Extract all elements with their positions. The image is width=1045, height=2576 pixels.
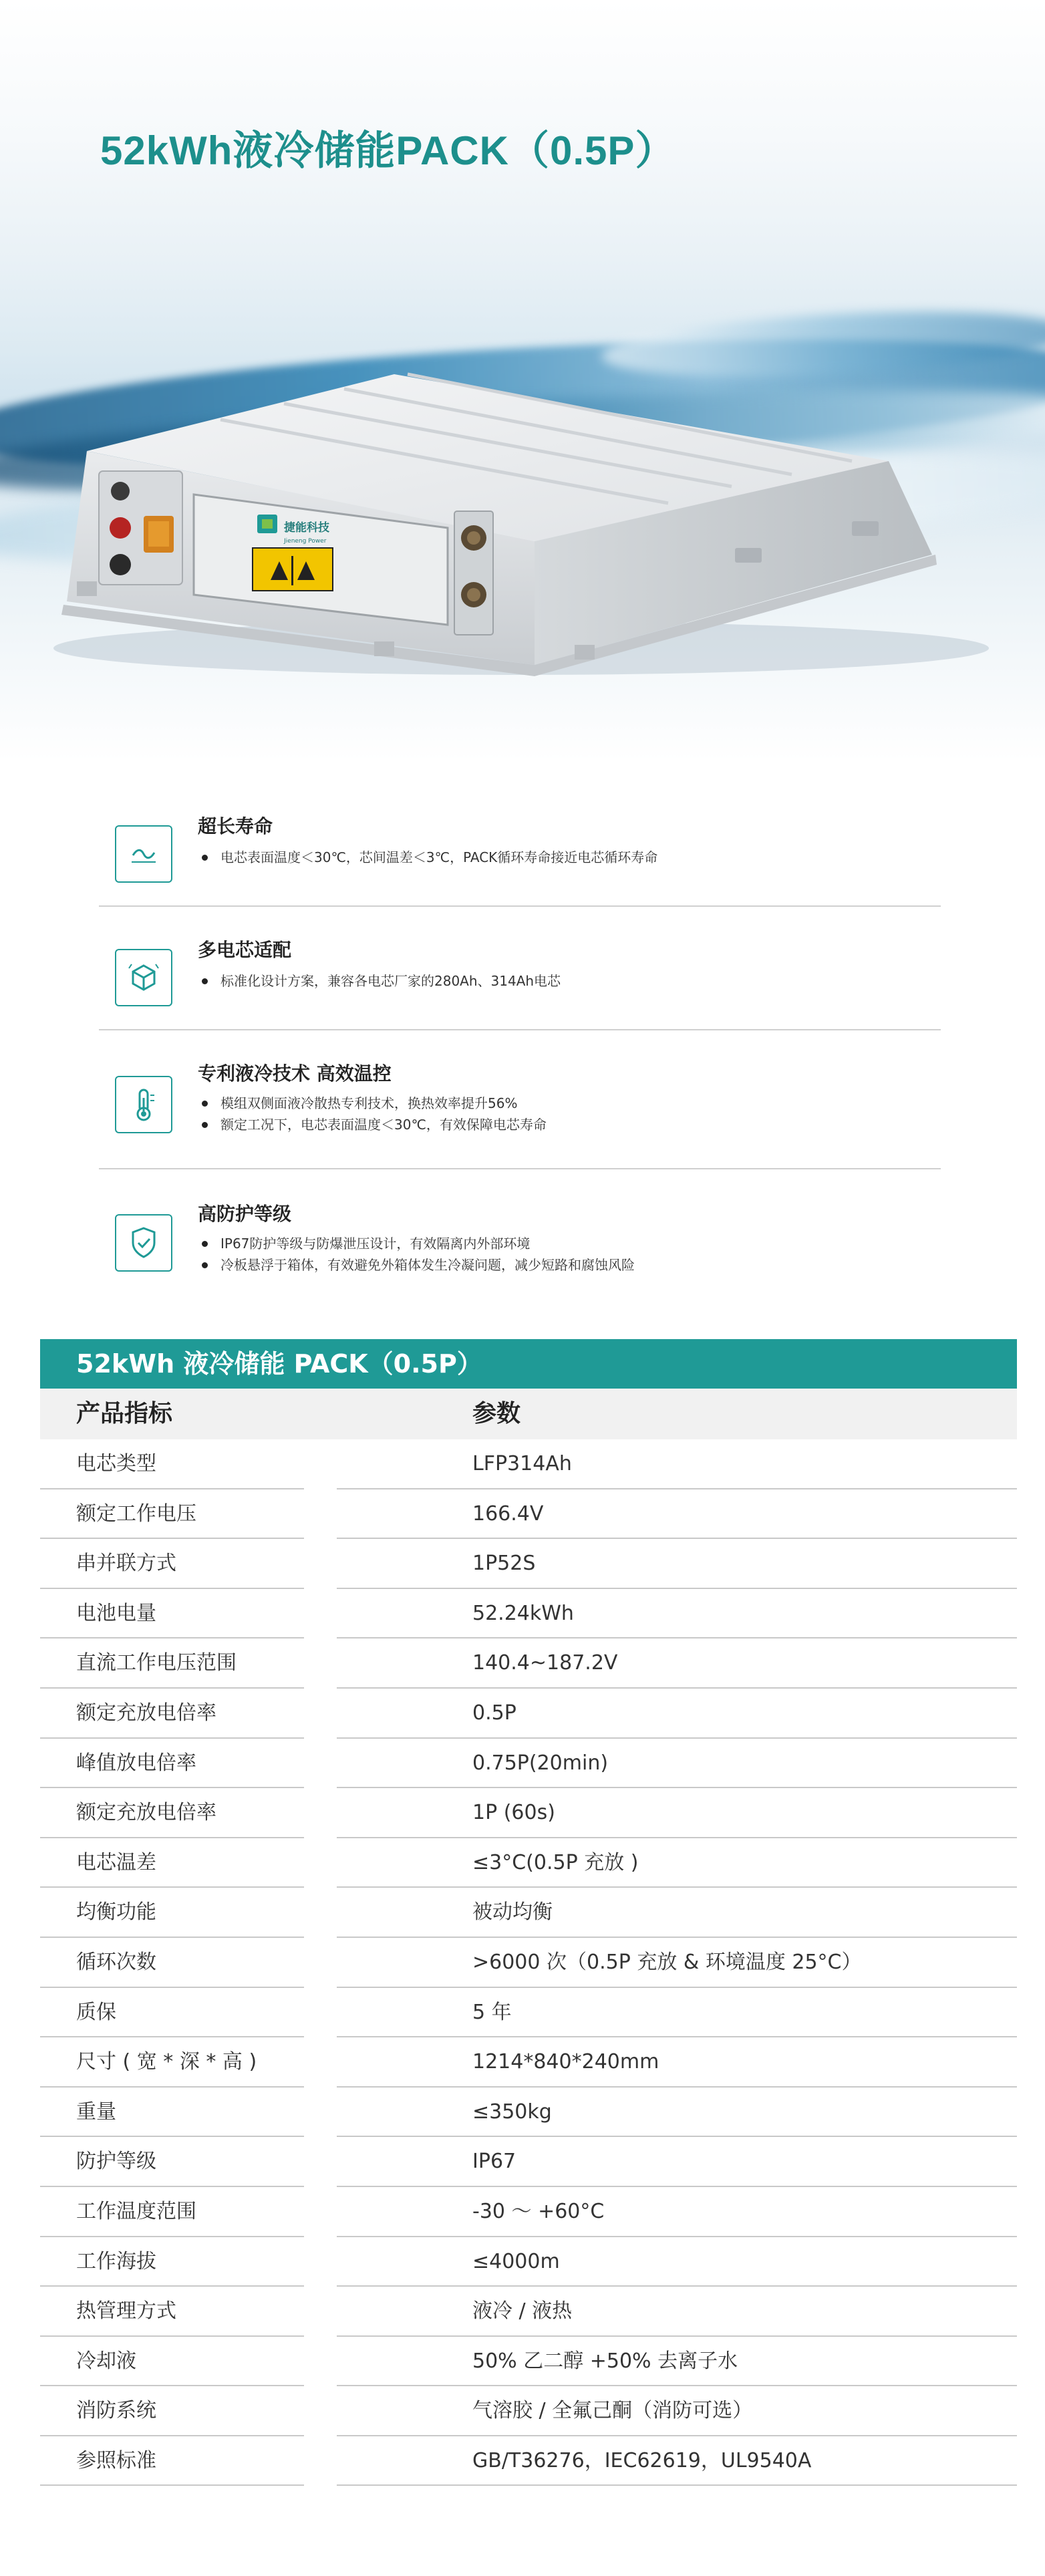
brand-sub: Jieneng Power [284, 538, 327, 545]
table-row [0, 1489, 1045, 1540]
row-label: 电芯类型 [76, 1452, 156, 1475]
row-value: 50% 乙二醇 +50% 去离子水 [472, 2349, 738, 2373]
shield-check-icon [115, 1214, 172, 1272]
feature-bullets [198, 1093, 547, 1135]
table-row [0, 2287, 1045, 2337]
row-value: ≤4000m [472, 2249, 560, 2273]
feature-title: 多电芯适配 [198, 939, 292, 961]
feature-bullet: 冷板悬浮于箱体，有效避免外箱体发生冷凝问题，减少短路和腐蚀风险 [198, 1254, 635, 1276]
page-title: 52kWh液冷储能PACK（0.5P） [100, 128, 676, 173]
row-label: 防护等级 [76, 2150, 156, 2174]
feature-bullets [198, 970, 561, 992]
feature-bullet: 额定工况下，电芯表面温度＜30℃，有效保障电芯寿命 [198, 1114, 547, 1135]
thermometer-icon [115, 1076, 172, 1133]
row-label: 冷却液 [76, 2349, 136, 2373]
spec-table-body [0, 1439, 1045, 2486]
row-label: 电池电量 [76, 1601, 156, 1625]
row-value: ≤3°C(0.5P 充放 ) [472, 1850, 639, 1874]
table-row [0, 2337, 1045, 2387]
row-value: -30 ～ +60°C [472, 2199, 605, 2223]
table-row [0, 1838, 1045, 1888]
row-value: 被动均衡 [472, 1900, 553, 1924]
spec-table-header [40, 1389, 1017, 1439]
row-label: 质保 [76, 2000, 116, 2024]
row-value: LFP314Ah [472, 1452, 572, 1475]
row-label: 均衡功能 [76, 1900, 156, 1924]
feature-bullet: IP67防护等级与防爆泄压设计，有效隔离内外部环境 [198, 1233, 635, 1254]
table-row [0, 2137, 1045, 2187]
table-row [0, 1638, 1045, 1689]
brand-name: 捷能科技 [284, 521, 329, 535]
feature-bullets [198, 1233, 635, 1276]
row-value: 52.24kWh [472, 1601, 574, 1625]
divider [99, 905, 941, 907]
row-label: 工作海拔 [76, 2249, 156, 2273]
row-label: 参照标准 [76, 2448, 156, 2472]
table-row [0, 2037, 1045, 2088]
row-value: 气溶胶 / 全氟己酮（消防可选） [472, 2399, 753, 2423]
row-label: 重量 [76, 2100, 116, 2124]
table-row [0, 1589, 1045, 1639]
spec-table-title: 52kWh 液冷储能 PACK（0.5P） [40, 1339, 1017, 1389]
table-row [0, 1888, 1045, 1938]
feature-bullets [198, 847, 657, 868]
row-label: 工作温度范围 [76, 2199, 196, 2223]
feature-title: 超长寿命 [198, 815, 273, 837]
table-row [0, 1988, 1045, 2038]
table-row [0, 2187, 1045, 2237]
row-value: 5 年 [472, 2000, 512, 2024]
row-label: 消防系统 [76, 2399, 156, 2423]
row-value: 液冷 / 液热 [472, 2299, 573, 2323]
feature-bullet: 标准化设计方案，兼容各电芯厂家的280Ah、314Ah电芯 [198, 970, 561, 992]
battery-pack-image [0, 0, 1045, 762]
feature-title: 高防护等级 [198, 1203, 292, 1225]
divider [99, 1029, 941, 1030]
row-value: 0.5P [472, 1701, 516, 1725]
feature-bullet: 模组双侧面液冷散热专利技术，换热效率提升56% [198, 1093, 547, 1114]
row-label: 额定充放电倍率 [76, 1801, 216, 1825]
table-row [0, 2436, 1045, 2486]
row-label: 热管理方式 [76, 2299, 176, 2323]
row-value: ≤350kg [472, 2100, 552, 2124]
row-label: 额定充放电倍率 [76, 1701, 216, 1725]
row-value: GB/T36276，IEC62619，UL9540A [472, 2448, 812, 2472]
row-label: 循环次数 [76, 1950, 156, 1974]
row-label: 串并联方式 [76, 1552, 176, 1576]
row-value: IP67 [472, 2150, 516, 2174]
wave-icon [115, 825, 172, 883]
table-row [0, 1788, 1045, 1838]
table-row [0, 1739, 1045, 1789]
table-row [0, 1689, 1045, 1739]
row-value: 1214*840*240mm [472, 2050, 659, 2074]
row-value: 166.4V [472, 1501, 544, 1526]
table-row [0, 2386, 1045, 2436]
divider [99, 1168, 941, 1169]
row-value: 0.75P(20min) [472, 1751, 609, 1775]
feature-bullet: 电芯表面温度＜30℃，芯间温差＜3℃，PACK循环寿命接近电芯循环寿命 [198, 847, 657, 868]
row-value: 1P52S [472, 1552, 536, 1576]
row-label: 直流工作电压范围 [76, 1651, 237, 1675]
table-row [0, 1439, 1045, 1489]
row-label: 电芯温差 [76, 1850, 156, 1874]
hero-banner [0, 0, 1045, 762]
header-col-indicator: 产品指标 [76, 1400, 173, 1427]
cube-icon [115, 949, 172, 1006]
feature-title: 专利液冷技术 高效温控 [198, 1062, 392, 1085]
row-label: 额定工作电压 [76, 1501, 196, 1526]
table-row [0, 2237, 1045, 2287]
row-label: 峰值放电倍率 [76, 1751, 196, 1775]
row-value: 140.4~187.2V [472, 1651, 618, 1675]
table-row [0, 1938, 1045, 1988]
row-value: >6000 次（0.5P 充放 & 环境温度 25°C） [472, 1950, 862, 1974]
header-col-parameter: 参数 [472, 1400, 521, 1427]
row-value: 1P (60s) [472, 1801, 555, 1825]
table-row [0, 2088, 1045, 2138]
table-row [0, 1539, 1045, 1589]
row-label: 尺寸 ( 宽 * 深 * 高 ) [76, 2050, 257, 2074]
